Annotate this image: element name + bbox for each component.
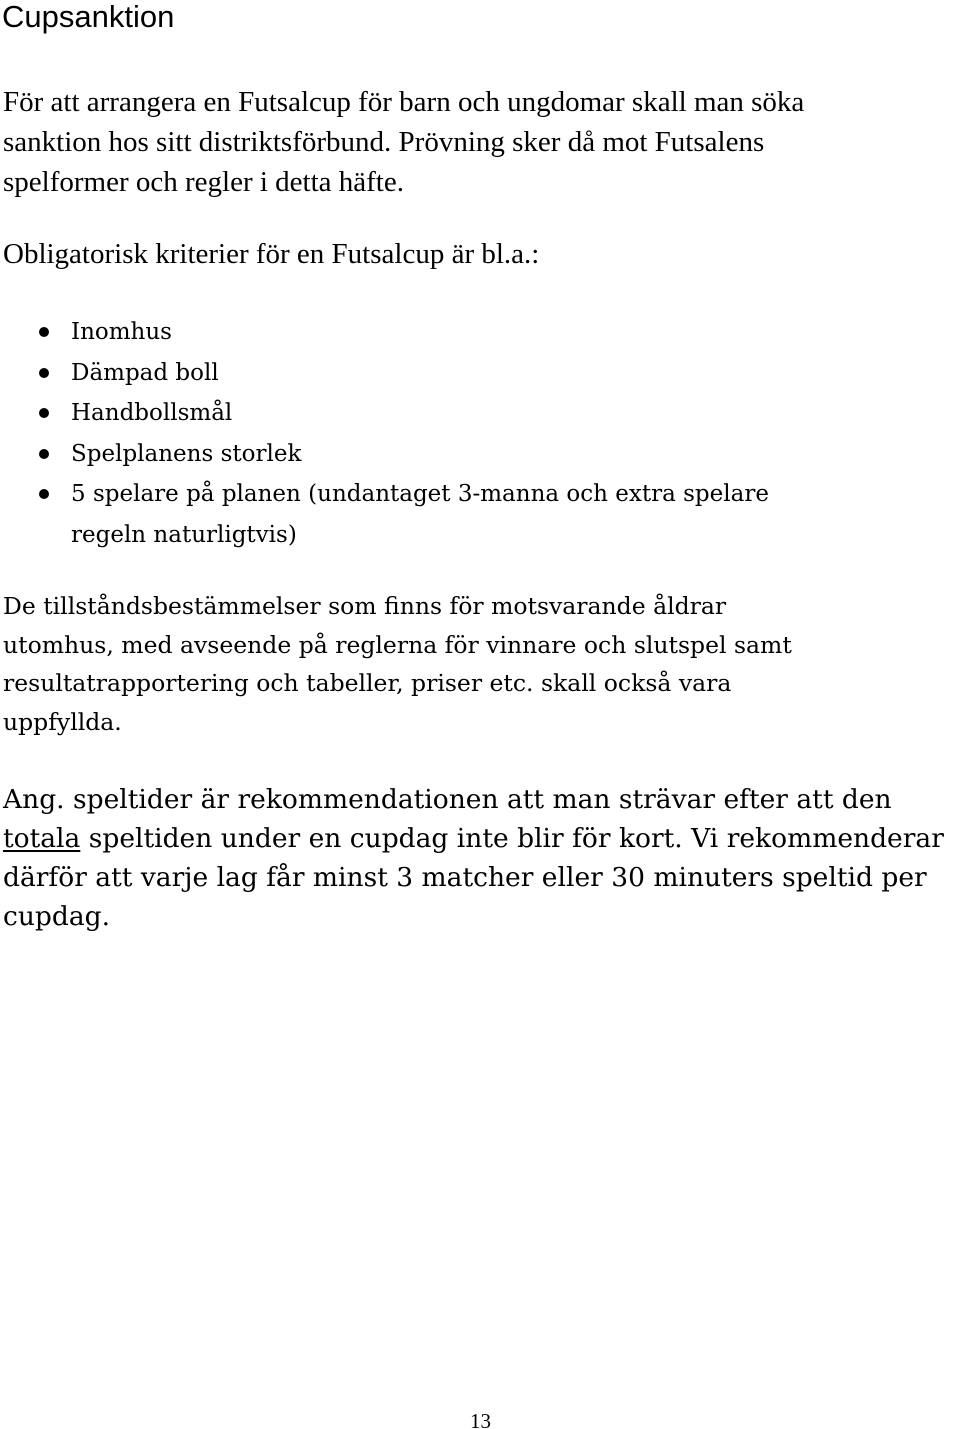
criteria-item-text: Handbollsmål <box>71 400 233 426</box>
intro-paragraph <box>3 82 804 202</box>
criteria-item-text: 5 spelare på planen (undantaget 3-manna och extra spelare <box>71 481 769 507</box>
criteria-item <box>0 434 769 475</box>
requirements-line: uppfyllda. <box>3 707 122 736</box>
criteria-item-text: Dämpad boll <box>71 359 219 386</box>
criteria-item-continuation <box>0 515 769 556</box>
page-number: 13 <box>470 1409 491 1429</box>
criteria-item <box>0 353 769 394</box>
emphasized-word: totala <box>3 823 81 854</box>
playtime-line: Ang. speltider är rekommendationen att man strävar efter att den <box>3 784 892 815</box>
bullet-icon <box>39 408 49 418</box>
playtime-paragraph <box>3 780 944 936</box>
requirements-line: utomhus, med avseende på reglerna för vinnare och slutspel samt <box>3 630 792 659</box>
playtime-line: därför att varje lag får minst 3 matcher eller 30 minuters speltid per <box>3 862 927 893</box>
criteria-item-text: Spelplanens storlek <box>71 440 302 467</box>
page-title: Cupsanktion <box>2 0 175 34</box>
criteria-item <box>0 393 769 434</box>
criteria-item <box>0 312 769 353</box>
intro-line: spelformer och regler i detta häfte. <box>3 166 404 198</box>
playtime-line <box>3 819 944 858</box>
criteria-intro: Obligatorisk kriterier för en Futsalcup är bl.a.: <box>3 238 540 270</box>
requirements-paragraph <box>3 587 792 741</box>
intro-line: sanktion hos sitt distriktsförbund. Prövning sker då mot Futsalens <box>3 126 765 158</box>
playtime-line-rest: speltiden under en cupdag inte blir för kort. Vi rekommenderar <box>80 823 944 854</box>
bullet-icon <box>39 449 49 459</box>
criteria-list <box>0 312 769 555</box>
requirements-line: De tillståndsbestämmelser som finns för motsvarande åldrar <box>3 592 727 620</box>
playtime-line: cupdag. <box>3 901 111 932</box>
requirements-line: resultatrapportering och tabeller, priser etc. skall också vara <box>3 669 732 697</box>
criteria-item <box>0 474 769 515</box>
intro-line: För att arrangera en Futsalcup för barn och ungdomar skall man söka <box>3 86 805 118</box>
bullet-icon <box>39 489 49 499</box>
criteria-item-text: regeln naturligtvis) <box>71 521 297 548</box>
bullet-icon <box>39 327 49 337</box>
bullet-icon <box>39 368 49 378</box>
criteria-item-text: Inomhus <box>71 319 172 345</box>
